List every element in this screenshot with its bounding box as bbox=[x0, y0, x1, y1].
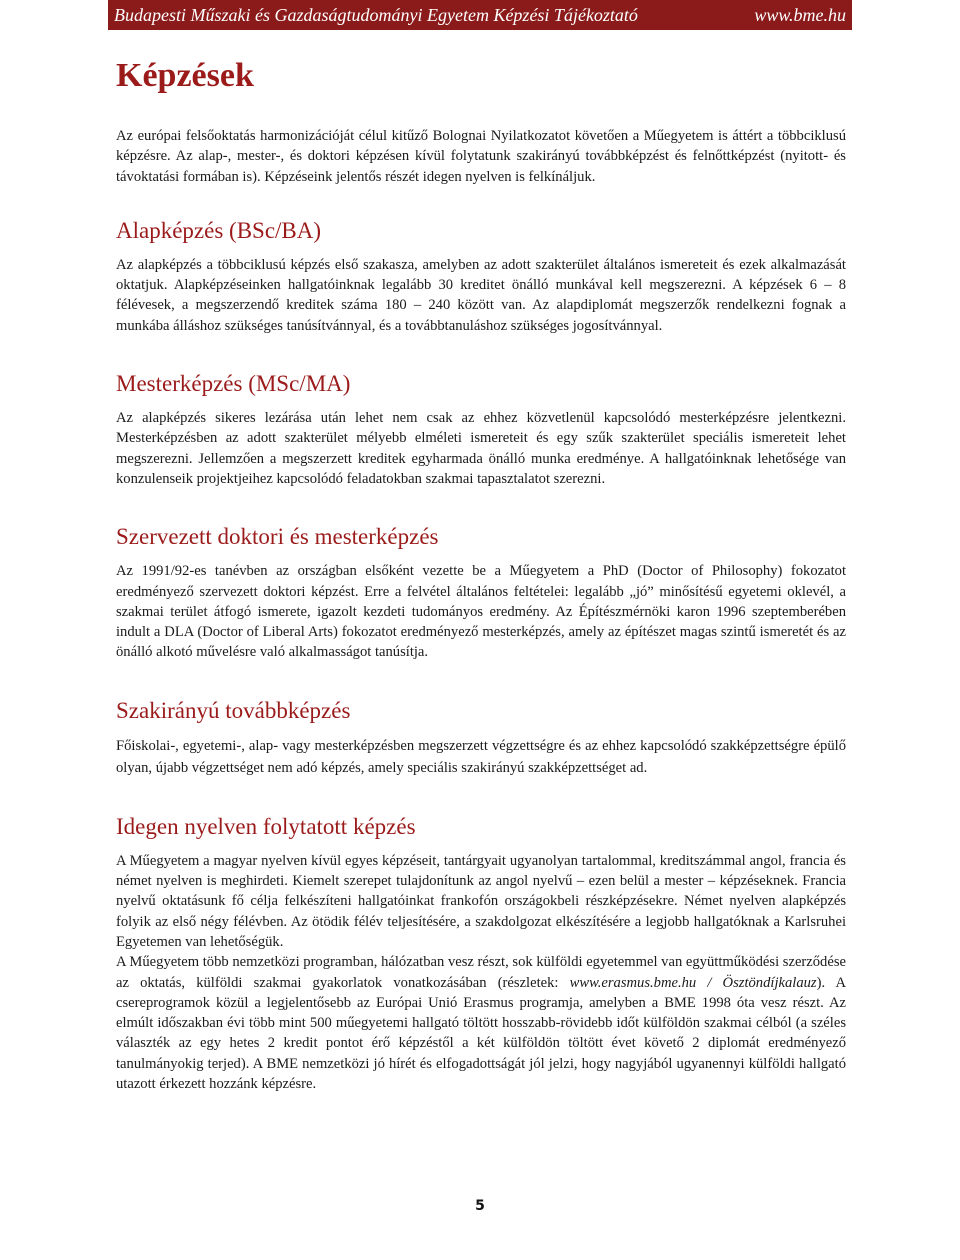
intro-section bbox=[116, 126, 846, 187]
header-title: Budapesti Műszaki és Gazdaságtudományi Egyetem Képzési Tájékoztató bbox=[114, 4, 638, 25]
erasmus-link[interactable]: www.erasmus.bme.hu / Ösztöndíjkalauz bbox=[569, 974, 817, 991]
header-url: www.bme.hu bbox=[754, 4, 846, 25]
section-paragraph: Az alapképzés a többciklusú képzés első szakasza, amelyben az adott szakterület általános ismereteit és ezek alkalmazását oktatjuk. Alapképzéseinken hallgatóinknak legalább 30 kreditet önálló munkával kell megszerezni. A képzések 6 – 8 félévesek, a megszerzendő kreditek száma 180 – 240 között van. Az alapdiplomát megszerzők rendelkezni fognak a munkába álláshoz szükséges tanúsítvánnyal, és a továbbtanuláshoz szükséges jogosítvánnyal. bbox=[116, 256, 846, 334]
page-title: Képzések bbox=[116, 57, 254, 94]
section-further-training bbox=[116, 695, 846, 779]
page-content bbox=[116, 52, 846, 1126]
section-title: Idegen nyelven folytatott képzés bbox=[116, 813, 416, 839]
section-title: Szervezett doktori és mesterképzés bbox=[116, 524, 439, 550]
section-foreign-language bbox=[116, 811, 846, 1095]
section-paragraph: Az 1991/92-es tanévben az országban elsőként vezette be a Műegyetem a PhD (Doctor of Philosophy) fokozatot eredményező szervezett doktori képzést. Erre a felvétel általános feltételei: legalább „jó” minősítésű egyetemi oklevél, a szakmai terület átfogó ismerete, igazolt kezdeti tudományos eredmény. Az Építészmérnöki karon 1996 szeptemberében indult a DLA (Doctor of Liberal Arts) fokozatot eredményező mesterképzés, amely az építészet magas szintű ismeretét és az önálló alkotó művelésre való alkalmasságot tanúsítja. bbox=[116, 563, 846, 661]
text-run: ). A csereprogramok közül a legjelentősebb az Európai Unió Erasmus programja, amelyben a BME 1998 óta vesz részt. Az elmúlt időszakban évi több mint 500 műegyetemi hallgató töltött hosszabb-rövidebb időt külföldön szakmai célból (a széles választék az egy hetes 2 kredit pontot érő képzéstől a két külföldön töltött évet követő 2 diplomát eredményező tanulmányokig terjed). A BME nemzetközi jó hírét és elfogadottságát jól jelzi, hogy nagyjából ugyanennyi külföldi hallgató utazott érkezett hozzánk képzésre. bbox=[116, 974, 847, 1093]
section-bsc bbox=[116, 215, 846, 336]
section-title: Alapképzés (BSc/BA) bbox=[116, 217, 322, 243]
section-paragraph: Az alapképzés sikeres lezárása után lehet nem csak az ehhez közvetlenül kapcsolódó mesterképzésre jelentkezni. Mesterképzésben az adott szakterület mélyebb elméleti ismereteit és egy szűk szakterület speciális ismereteit lehet megszerezni. Jellemzően a megszerzett kreditek egyharmada önálló munka eredménye. A hallgatóinknak lehetősége van konzulenseik projektjeihez kapcsolódó feladatokban szakmai tapasztalatot szerezni. bbox=[116, 410, 846, 487]
section-title: Szakirányú továbbképzés bbox=[116, 697, 351, 723]
running-header bbox=[108, 0, 852, 30]
section-paragraph: A Műegyetem a magyar nyelven kívül egyes képzéseit, tantárgyait ugyanolyan tartalommal, kreditszámmal angol, francia és német nyelven is meghirdeti. Kiemelt szerepet tulajdonítunk az angol nyelvű – ezen belül a mester – képzéseknek. Francia nyelvű oktatásunk fő célja felkészíteni hallgatóinkat frankofón országokbeli részképzésekre. Német nyelven alapképzés folyik az első négy félévben. Az ötödik félév teljesítésére, a szakdolgozat elkészítésére a legjobb hallgatóknak a Karlsruhei Egyetemen van lehetőségük. bbox=[116, 852, 846, 950]
intro-paragraph: Az európai felsőoktatás harmonizációját célul kitűző Bolognai Nyilatkozatot követően a Műegyetem is áttért a többciklusú képzésre. Az alap-, mester-, és doktori képzésen kívül folytatunk szakirányú továbbképzést és felnőttképzést (nyitott- és távoktatási formában is). Képzéseink jelentős részét idegen nyelven is felkínáljuk. bbox=[116, 128, 846, 185]
text-run: A Műegyetem több nemzetközi programban, hálózatban vesz részt, sok külföldi egyetemmel van együttműködési szerződése az oktatás, külföldi szakmai gyakorlatok vonatkozásában (részletek: bbox=[116, 954, 846, 991]
section-msc bbox=[116, 368, 846, 489]
section-paragraph-2 bbox=[116, 952, 846, 1094]
section-doctoral bbox=[116, 521, 846, 662]
section-title: Mesterképzés (MSc/MA) bbox=[116, 371, 351, 397]
page-number: 5 bbox=[475, 1198, 485, 1214]
section-paragraph: Főiskolai-, egyetemi-, alap- vagy mesterképzésben megszerzett végzettségre és az ehhez kapcsolódó szakképzettségre épülő olyan, újabb végzettséget nem adó képzés, amely speciális szakirányú szakképzettséget ad. bbox=[116, 737, 846, 776]
